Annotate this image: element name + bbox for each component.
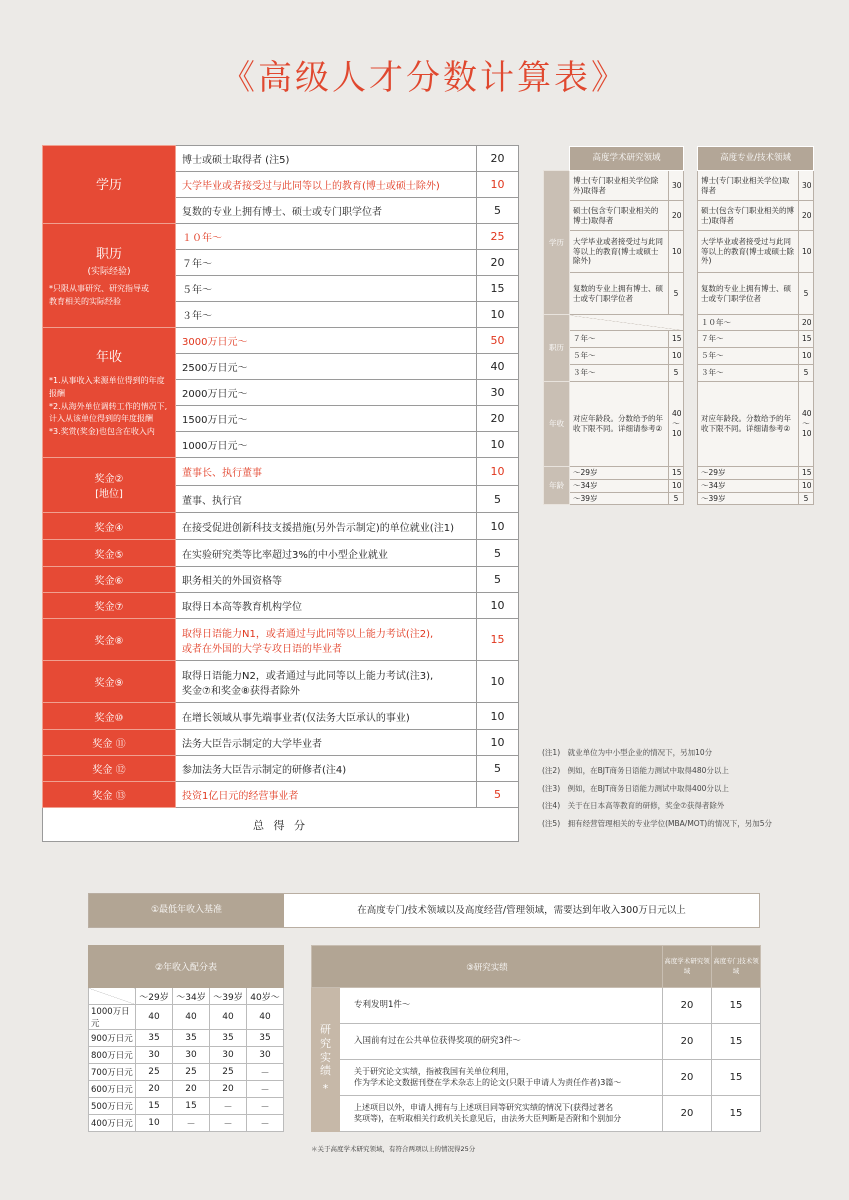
item-score: 40 bbox=[477, 354, 519, 380]
item-score: 20 bbox=[477, 406, 519, 432]
ratio-title: ②年收入配分表 bbox=[89, 946, 284, 988]
item-text: 职务相关的外国资格等 bbox=[176, 567, 477, 593]
table-row: 600万日元 20 20 20 － bbox=[89, 1081, 284, 1098]
item-score: 10 bbox=[477, 172, 519, 198]
note-item: (注2) 例如，在BJT商务日语能力测试中取得480分以上 bbox=[542, 765, 729, 775]
min-income-text: 在高度专门/技术领域以及高度经营/管理领域，需要达到年收入300万日元以上 bbox=[357, 905, 686, 916]
item-score: 10 bbox=[477, 661, 519, 703]
item-score: 15 bbox=[477, 619, 519, 661]
research-item: 关于研究论文实绩，指被我国有关单位利用， 作为学术论文数据刊登在学术杂志上的论文(只限于申请人为责任作者)3篇～ bbox=[340, 1060, 663, 1096]
research-item: 上述项目以外，申请人拥有与上述项目同等研究实绩的情况下(获得过著名 奖项等)，在听取相关行政机关长意见后，由法务大臣判断是否附和个别加分 bbox=[340, 1096, 663, 1132]
item-score: 10 bbox=[477, 432, 519, 458]
table-row bbox=[43, 146, 519, 172]
side-label-income: 年收 bbox=[544, 382, 570, 467]
category-income: 年收 *1.从事收入来源单位得到的年度报酬 *2.从海外单位调转工作的情况下, 计入从该单位得到的年度报酬 *3.奖赏(奖金)也包含在收入内 bbox=[43, 328, 176, 458]
income-ratio-table: ②年收入配分表 ～29岁 ～34岁 ～39岁 40岁～ 1000万日元 40 40 40 40 900万日元 35 35 35 35 800万日元 30 30 30 30 700万日元 25 25 25 － 600万日元 20 20 20 － 500万日元 15 15 － － 400万日元 10 － － － bbox=[88, 945, 284, 1132]
bonus-label: 奖金 ⑫ bbox=[43, 756, 176, 782]
bonus-label: 奖金⑦ bbox=[43, 593, 176, 619]
bonus-label: 奖金 ⑪ bbox=[43, 730, 176, 756]
research-col-professional: 高度专门技术领域 bbox=[712, 946, 761, 988]
item-text: 3000万日元～ bbox=[176, 328, 477, 354]
item-text: ３年～ bbox=[176, 302, 477, 328]
item-text: １０年～ bbox=[176, 224, 477, 250]
score-table bbox=[42, 145, 519, 842]
item-score: 15 bbox=[477, 276, 519, 302]
item-score: 10 bbox=[477, 513, 519, 540]
item-score: 5 bbox=[477, 782, 519, 808]
item-score: 5 bbox=[477, 756, 519, 782]
item-text: 参加法务大臣告示制定的研修者(注4) bbox=[176, 756, 477, 782]
bonus-label: 奖金⑤ bbox=[43, 540, 176, 567]
item-text: 1500万日元～ bbox=[176, 406, 477, 432]
research-item: 专利发明1件～ bbox=[340, 988, 663, 1024]
item-score: 25 bbox=[477, 224, 519, 250]
item-score: 5 bbox=[477, 198, 519, 224]
item-text: 取得日语能力N1，或者通过与此同等以上能力考试(注2), 或者在外国的大学专攻日语的毕业者 bbox=[176, 619, 477, 661]
research-title: ③研究实绩 bbox=[312, 946, 663, 988]
item-text: 在实验研究类等比率超过3%的中小型企业就业 bbox=[176, 540, 477, 567]
min-income-box bbox=[88, 893, 760, 928]
item-text: 在接受促进创新科技支援措施(另外告示制定)的单位就业(注1) bbox=[176, 513, 477, 540]
category-career: 职历 (实际经验) *只限从事研究、研究指导或 教育相关的实际经验 bbox=[43, 224, 176, 328]
item-text: 在增长领域从事先端事业者(仅法务大臣承认的事业) bbox=[176, 703, 477, 730]
item-score: 10 bbox=[477, 458, 519, 486]
table-row bbox=[43, 703, 519, 730]
table-row: 800万日元 30 30 30 30 bbox=[89, 1047, 284, 1064]
table-row bbox=[43, 328, 519, 354]
total-row bbox=[43, 808, 519, 842]
item-text: 1000万日元～ bbox=[176, 432, 477, 458]
table-row: 500万日元 15 15 － － bbox=[89, 1098, 284, 1115]
item-score: 10 bbox=[477, 593, 519, 619]
bonus-label: 奖金⑧ bbox=[43, 619, 176, 661]
table-row bbox=[43, 540, 519, 567]
item-text: ５年～ bbox=[176, 276, 477, 302]
bonus-label: 奖金⑩ bbox=[43, 703, 176, 730]
item-text: 投资1亿日元的经营事业者 bbox=[176, 782, 477, 808]
item-score: 20 bbox=[477, 146, 519, 172]
item-score: 10 bbox=[477, 730, 519, 756]
bonus-label: 奖金⑨ bbox=[43, 661, 176, 703]
table-row bbox=[43, 593, 519, 619]
bonus-label: 奖金⑥ bbox=[43, 567, 176, 593]
item-text: 法务大臣告示制定的大学毕业者 bbox=[176, 730, 477, 756]
item-text: 复数的专业上拥有博士、硕士或专门职学位者 bbox=[176, 198, 477, 224]
table-row bbox=[43, 661, 519, 703]
min-income-label: ①最低年收入基准 bbox=[89, 894, 284, 927]
table-row bbox=[43, 782, 519, 808]
table-row bbox=[43, 730, 519, 756]
note-item: (注1) 就业单位为中小型企业的情况下，另加10分 bbox=[542, 748, 713, 757]
table-row: 400万日元 10 － － － bbox=[89, 1115, 284, 1132]
table-row: 关于研究论文实绩，指被我国有关单位利用， 作为学术论文数据刊登在学术杂志上的论文(只限于申请人为责任作者)3篇～ 20 15 bbox=[312, 1060, 761, 1096]
table-row: 入国前有过在公共单位获得奖项的研究3件～ 20 15 bbox=[312, 1024, 761, 1060]
item-text: 取得日本高等教育机构学位 bbox=[176, 593, 477, 619]
side-label-age: 年龄 bbox=[544, 467, 570, 505]
total-score-label: 总 得 分 bbox=[43, 808, 519, 842]
table-row bbox=[43, 224, 519, 250]
note-item: (注5) 拥有经营管理相关的专业学位(MBA/MOT)的情况下，另加5分 bbox=[542, 819, 772, 829]
bonus-label: 奖金④ bbox=[43, 513, 176, 540]
side-label-career: 职历 bbox=[544, 315, 570, 382]
item-score: 5 bbox=[477, 567, 519, 593]
item-score: 50 bbox=[477, 328, 519, 354]
item-text: 博士或硕士取得者 (注5) bbox=[176, 146, 477, 172]
research-side-label: 研究实绩 * bbox=[312, 988, 340, 1132]
table-row bbox=[43, 567, 519, 593]
table-row bbox=[43, 513, 519, 540]
table-row: 上述项目以外，申请人拥有与上述项目同等研究实绩的情况下(获得过著名 奖项等)，在听取相关行政机关长意见后，由法务大臣判断是否附和个别加分 20 15 bbox=[312, 1096, 761, 1132]
item-score: 10 bbox=[477, 703, 519, 730]
item-score: 5 bbox=[477, 540, 519, 567]
table-row: 900万日元 35 35 35 35 bbox=[89, 1030, 284, 1047]
table-row: 1000万日元 40 40 40 40 bbox=[89, 1005, 284, 1030]
side-label-education: 学历 bbox=[544, 171, 570, 315]
research-col-academic: 高度学术研究领域 bbox=[663, 946, 712, 988]
table-row bbox=[43, 619, 519, 661]
item-score: 10 bbox=[477, 302, 519, 328]
table-row bbox=[43, 756, 519, 782]
item-score: 5 bbox=[477, 486, 519, 513]
bonus-label: 奖金 ⑬ bbox=[43, 782, 176, 808]
item-text: 大学毕业或者接受过与此同等以上的教育(博士或硕士除外) bbox=[176, 172, 477, 198]
side-head-academic: 高度学术研究领域 bbox=[570, 147, 684, 171]
item-text: 2500万日元～ bbox=[176, 354, 477, 380]
notes-list bbox=[542, 744, 842, 833]
table-row: 研究实绩 * 专利发明1件～ 20 15 bbox=[312, 988, 761, 1024]
item-score: 20 bbox=[477, 250, 519, 276]
footnote: ＊关于高度学术研究领域，有符合两项以上的情况得25分 bbox=[311, 1145, 476, 1153]
item-score: 30 bbox=[477, 380, 519, 406]
research-item: 入国前有过在公共单位获得奖项的研究3件～ bbox=[340, 1024, 663, 1060]
item-text: 董事长、执行董事 bbox=[176, 458, 477, 486]
item-text: 董事、执行官 bbox=[176, 486, 477, 513]
side-head-professional: 高度专业/技术领域 bbox=[698, 147, 814, 171]
page-title: 《高级人才分数计算表》 bbox=[221, 58, 628, 98]
field-comparison-table: 高度学术研究领域 高度专业/技术领域 学历 博士(专门职业相关学位除外)取得者 30 博士(专门职业相关学位)取得者 30 硕士(包含专门职业相关的博士)取得者 20 硕士(包含专门职业相关的博士)取得者 20 大学毕业或者接受过与此同等以上的教育(博士或硕士除外) 10 大学毕业或者接受过与此同等以上的教育(博士或硕士除外) 10 复数的专业上拥有博士、硕士或专门职学位者 5 复数的专业上拥有博士、硕士或专门职学位者 5 职历 １０年～ 20 ７年～ 15 ７年～ 15 ５年～ 10 ５年～ 10 ３年～ 5 ３年～ 5 年收 对应年龄段。分数给予的年收下限不同。详细请参考② 40 ～ 10 对应年龄段。分数给予的年收下限不同。详细请参考② 40 ～ 10 年龄 ～29岁 15 ～29岁 15 ～34岁 10 ～34岁 10 ～39岁 5 ～39岁 5 bbox=[543, 146, 814, 505]
item-text: 2000万日元～ bbox=[176, 380, 477, 406]
research-table bbox=[311, 945, 761, 1132]
table-row bbox=[43, 458, 519, 486]
category-bonus-2: 奖金② [地位] bbox=[43, 458, 176, 513]
item-text: ７年～ bbox=[176, 250, 477, 276]
table-row: 700万日元 25 25 25 － bbox=[89, 1064, 284, 1081]
category-education: 学历 bbox=[43, 146, 176, 224]
note-item: (注3) 例如，在BJT商务日语能力测试中取得400分以上 bbox=[542, 783, 729, 793]
note-item: (注4) 关于在日本高等教育的研修，奖金⑦获得者除外 bbox=[542, 801, 725, 811]
item-text: 取得日语能力N2，或者通过与此同等以上能力考试(注3), 奖金⑦和奖金⑧获得者除外 bbox=[176, 661, 477, 703]
